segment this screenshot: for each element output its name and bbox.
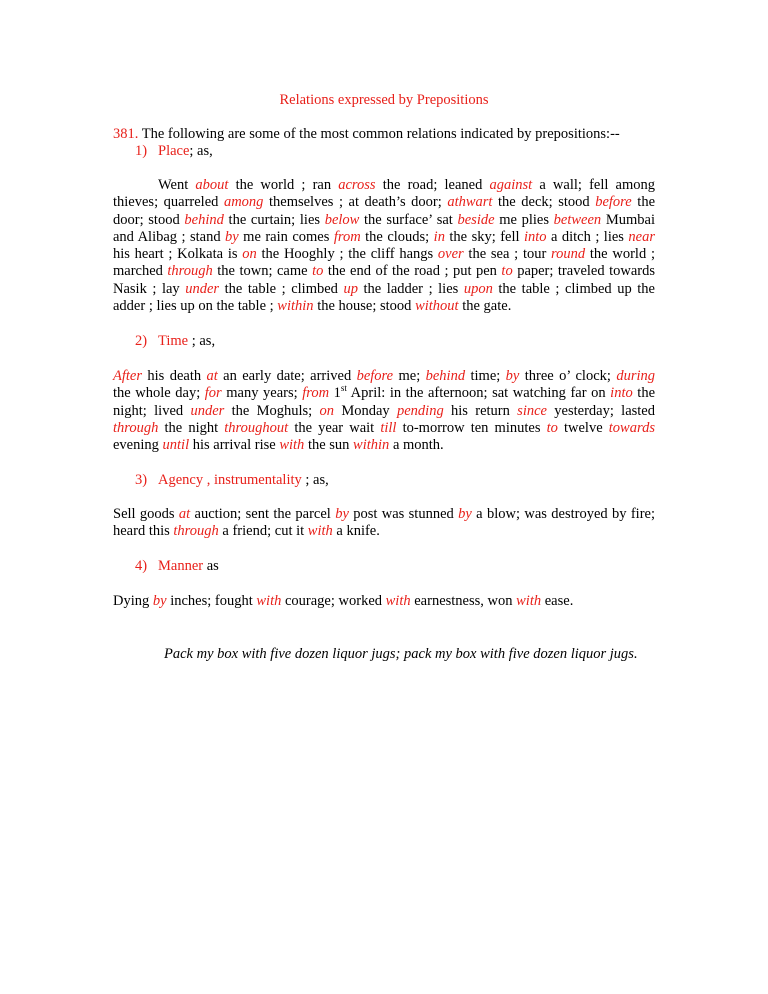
preposition-highlight: with <box>256 593 282 609</box>
text-run: the Hooghly ; the cliff hangs <box>256 246 438 263</box>
preposition-highlight: by <box>335 506 349 522</box>
section-heading-time <box>135 333 215 350</box>
text-run: Went <box>158 177 196 193</box>
text-run: the town; came <box>212 263 313 280</box>
text-run: auction; sent the parcel <box>190 506 336 522</box>
text-run: heard this <box>113 523 174 540</box>
text-run: the sun <box>304 437 354 454</box>
text-run: ease. <box>541 593 574 609</box>
text-run: night; lived <box>113 402 191 419</box>
paragraph-line <box>113 437 655 454</box>
preposition-highlight: behind <box>425 368 466 384</box>
text-run: marched <box>113 263 168 280</box>
preposition-highlight: into <box>610 385 633 402</box>
text-run: a ditch ; lies <box>546 228 629 245</box>
paragraph-line <box>113 194 655 211</box>
text-run: the clouds; <box>360 228 434 245</box>
section-suffix: ; as, <box>189 143 213 159</box>
text-run: adder ; lies up on the table ; <box>113 298 278 315</box>
text-run: me rain comes <box>238 228 334 245</box>
section-heading-agency <box>135 472 329 489</box>
section-label: Time <box>158 333 189 349</box>
text-run: the year wait <box>288 419 381 436</box>
text-run: the sky; fell <box>444 228 524 245</box>
text-run: the Moghuls; <box>224 402 320 419</box>
text-run: the world ; <box>585 246 655 263</box>
text-run: post was stunned <box>348 506 459 522</box>
preposition-highlight: from <box>302 385 330 402</box>
section-suffix: as <box>203 558 219 574</box>
text-run: earnestness, won <box>410 593 517 609</box>
text-run: many years; <box>221 385 303 402</box>
text-run: the table ; climbed <box>219 280 344 297</box>
preposition-highlight: before <box>595 194 632 211</box>
preposition-highlight: during <box>616 368 655 384</box>
preposition-highlight: under <box>190 402 225 419</box>
paragraph-line <box>113 263 655 280</box>
text-run: themselves ; at death’s door; <box>263 194 448 211</box>
preposition-highlight: beside <box>457 211 495 228</box>
text-run: courage; worked <box>281 593 386 609</box>
preposition-highlight: through <box>113 419 159 436</box>
text-run: his death <box>142 368 207 384</box>
preposition-highlight: below <box>324 211 360 228</box>
section-heading-place <box>135 143 213 160</box>
text-run: the <box>631 194 655 211</box>
preposition-highlight: at <box>206 368 218 384</box>
section-label: Place <box>158 143 190 159</box>
text-run: me; <box>393 368 426 384</box>
text-run: the night <box>158 419 225 436</box>
section-number: 3) <box>135 472 148 488</box>
pangram-line: Pack my box with five dozen liquor jugs; pack my box with five dozen liquor jugs. <box>164 646 638 662</box>
preposition-highlight: by <box>152 593 167 609</box>
text-run: the deck; stood <box>492 194 596 211</box>
preposition-highlight: athwart <box>447 194 493 211</box>
text-run: his heart ; Kolkata is <box>113 246 243 263</box>
preposition-highlight: between <box>553 211 602 228</box>
section-label: Agency , instrumentality <box>158 472 302 488</box>
superscript: st <box>340 383 347 394</box>
preposition-highlight: without <box>415 298 459 315</box>
preposition-highlight: on <box>319 402 335 419</box>
text-run: the road; leaned <box>375 177 490 193</box>
preposition-highlight: to <box>312 263 324 280</box>
preposition-highlight: for <box>204 385 222 402</box>
preposition-highlight: before <box>356 368 394 384</box>
preposition-highlight: by <box>225 228 239 245</box>
preposition-highlight: until <box>162 437 190 454</box>
text-run: the end of the road ; put pen <box>323 263 502 280</box>
text-run: the surface’ sat <box>359 211 458 228</box>
section-suffix: ; as, <box>188 333 216 349</box>
preposition-highlight: After <box>113 368 142 384</box>
text-run: three o’ clock; <box>519 368 617 384</box>
text-run: me plies <box>494 211 554 228</box>
text-run: April: in the afternoon; sat watching far on <box>346 385 611 402</box>
preposition-highlight: through <box>167 263 213 280</box>
text-run: thieves; quarreled <box>113 194 224 211</box>
time-paragraph <box>113 368 655 454</box>
preposition-highlight: round <box>551 246 586 263</box>
text-run: his arrival rise <box>189 437 280 454</box>
section-number: 1) <box>135 143 148 159</box>
paragraph-line <box>113 403 655 420</box>
preposition-highlight: to <box>546 419 558 436</box>
paragraph-line <box>113 506 655 523</box>
preposition-highlight: to <box>501 263 513 280</box>
text-run: twelve <box>557 419 609 436</box>
paragraph-line <box>113 212 655 229</box>
text-run: the curtain; lies <box>223 211 325 228</box>
text-run: yesterday; lasted <box>546 402 655 419</box>
preposition-highlight: pending <box>396 402 444 419</box>
text-run: and Alibag ; stand <box>113 228 226 245</box>
preposition-highlight: against <box>489 177 533 193</box>
paragraph-line <box>113 593 655 610</box>
text-run: Monday <box>334 402 397 419</box>
text-run: the <box>632 385 656 402</box>
text-run: Sell goods <box>113 506 179 522</box>
preposition-highlight: through <box>173 523 219 540</box>
intro-number: 381. <box>113 126 139 142</box>
text-run: a knife. <box>332 523 380 540</box>
text-run: 1 <box>329 385 341 402</box>
text-run: the world ; ran <box>228 177 339 193</box>
text-run: Dying <box>113 593 153 609</box>
text-run: a month. <box>389 437 444 454</box>
text-run: an early date; arrived <box>217 368 357 384</box>
preposition-highlight: across <box>338 177 376 193</box>
preposition-highlight: by <box>505 368 520 384</box>
paragraph-line <box>113 177 655 194</box>
text-run: the house; stood <box>313 298 416 315</box>
intro-line <box>113 126 620 143</box>
text-run: a friend; cut it <box>218 523 308 540</box>
preposition-highlight: from <box>333 228 361 245</box>
paragraph-line <box>113 281 655 298</box>
text-run: to-morrow ten minutes <box>396 419 547 436</box>
paragraph-line <box>113 229 655 246</box>
text-run: the ladder ; lies <box>357 280 464 297</box>
preposition-highlight: into <box>523 228 547 245</box>
preposition-highlight: upon <box>463 280 493 297</box>
paragraph-line <box>113 368 655 385</box>
intro-text: The following are some of the most common relations indicated by prepositions:-- <box>138 126 620 142</box>
preposition-highlight: among <box>223 194 264 211</box>
section-number: 4) <box>135 558 148 574</box>
text-run: inches; fought <box>166 593 257 609</box>
document-title: Relations expressed by Prepositions <box>279 92 489 108</box>
preposition-highlight: by <box>458 506 472 522</box>
preposition-highlight: since <box>517 402 547 419</box>
text-run: a blow; was destroyed by fire; <box>471 506 655 522</box>
section-suffix: ; as, <box>301 472 329 488</box>
section-label: Manner <box>158 558 204 574</box>
preposition-highlight: within <box>353 437 390 454</box>
preposition-highlight: within <box>277 298 314 315</box>
text-run: the gate. <box>458 298 512 315</box>
preposition-highlight: on <box>242 246 257 263</box>
preposition-highlight: over <box>437 246 464 263</box>
section-heading-manner <box>135 558 219 575</box>
preposition-highlight: throughout <box>224 419 289 436</box>
preposition-highlight: with <box>279 437 305 454</box>
paragraph-line <box>113 246 655 263</box>
text-run: evening <box>113 437 163 454</box>
preposition-highlight: behind <box>184 211 224 228</box>
preposition-highlight: about <box>195 177 229 193</box>
preposition-highlight: near <box>628 228 655 245</box>
paragraph-line <box>113 385 655 402</box>
text-run: the whole day; <box>113 385 205 402</box>
paragraph-line <box>113 298 655 315</box>
text-run: time; <box>465 368 506 384</box>
agency-paragraph <box>113 506 655 541</box>
paragraph-line <box>113 523 655 540</box>
preposition-highlight: with <box>385 593 411 609</box>
text-run: paper; traveled towards <box>512 263 655 280</box>
text-run: the sea ; tour <box>463 246 552 263</box>
paragraph-line <box>113 420 655 437</box>
preposition-highlight: towards <box>608 419 655 436</box>
preposition-highlight: with <box>307 523 333 540</box>
preposition-highlight: till <box>380 419 397 436</box>
text-run: Nasik ; lay <box>113 280 186 297</box>
preposition-highlight: at <box>178 506 191 522</box>
section-number: 2) <box>135 333 148 349</box>
text-run: Mumbai <box>601 211 655 228</box>
preposition-highlight: in <box>433 228 445 245</box>
text-run: door; stood <box>113 211 185 228</box>
text-run: his return <box>443 402 518 419</box>
manner-paragraph <box>113 593 655 610</box>
text-run: the table ; climbed up the <box>492 280 655 297</box>
preposition-highlight: with <box>516 593 542 609</box>
text-run: a wall; fell among <box>532 177 655 193</box>
preposition-highlight: up <box>343 280 358 297</box>
place-paragraph <box>113 177 655 315</box>
preposition-highlight: under <box>185 280 220 297</box>
